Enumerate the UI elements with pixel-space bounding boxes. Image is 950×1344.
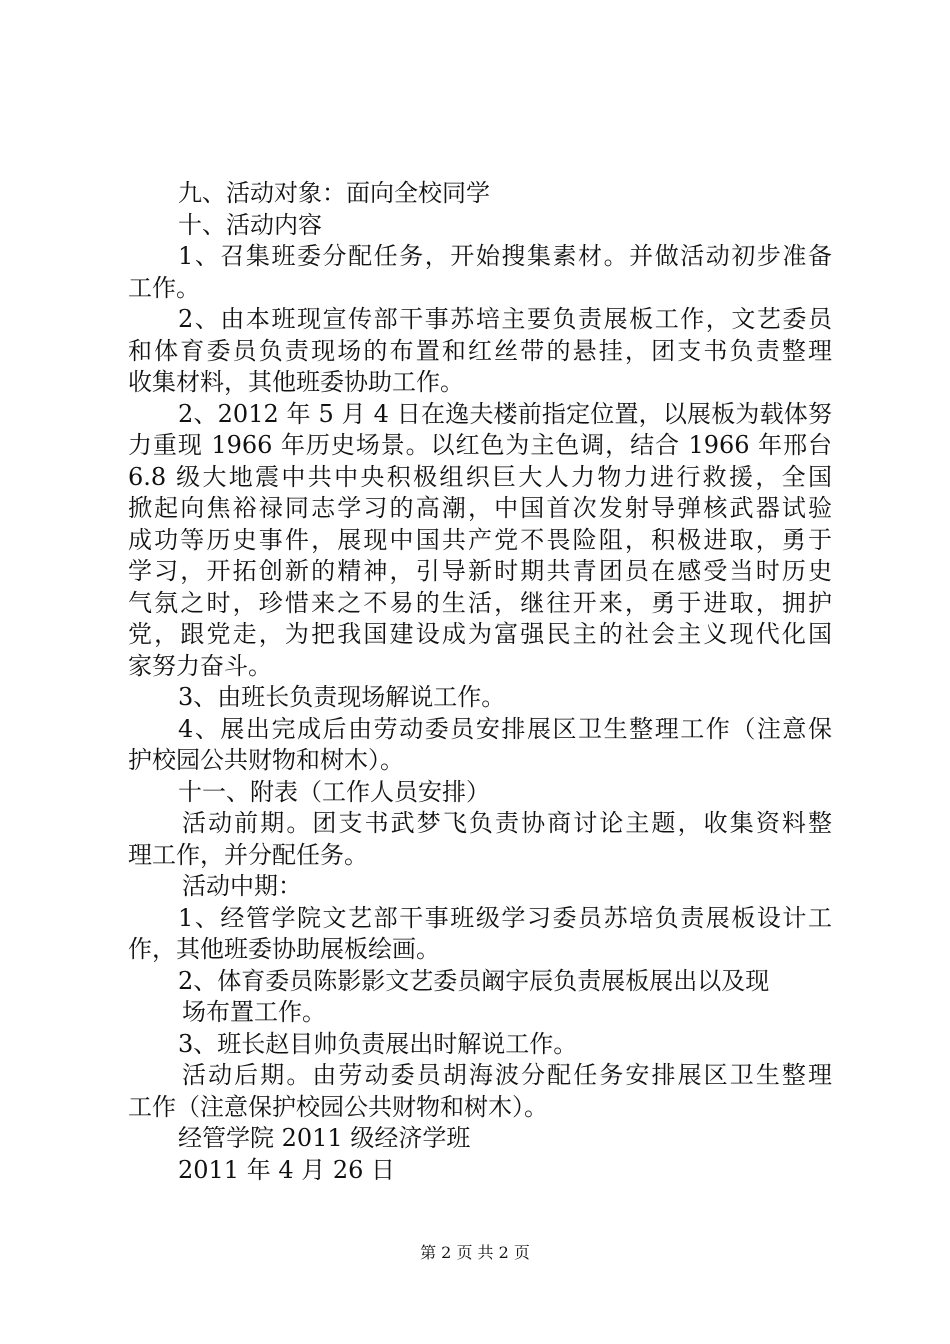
text-line: 2、体育委员陈影影文艺委员阚宇辰负责展板展出以及现 [178, 966, 770, 995]
text-line: 活动后期。由劳动委员胡海波分配任务安排展区卫生整理 [182, 1061, 832, 1089]
text-line: 成功等历史事件，展现中国共产党不畏险阻，积极进取，勇于 [128, 525, 832, 554]
text-line: 十一、附表（工作人员安排） [178, 777, 490, 806]
text-line: 3、由班长负责现场解说工作。 [178, 683, 506, 711]
text-line: 4、展出完成后由劳动委员安排展区卫生整理工作（注意保 [178, 714, 832, 743]
text-line: 2、2012 年 5 月 4 日在逸夫楼前指定位置，以展板为载体努 [178, 399, 832, 428]
page-footer: 第 2 页 共 2 页 [420, 1243, 530, 1262]
text-line: 活动前期。团支书武梦飞负责协商讨论主题，收集资料整 [182, 809, 832, 837]
text-line: 护校园公共财物和树木）。 [128, 746, 404, 774]
text-line: 2011 年 4 月 26 日 [178, 1155, 396, 1184]
text-line: 1、召集班委分配任务，开始搜集素材。并做活动初步准备 [178, 242, 832, 270]
text-line: 十、活动内容 [178, 210, 322, 239]
text-line: 家努力奋斗。 [128, 651, 272, 680]
text-line: 学习，开拓创新的精神，引导新时期共青团员在感受当时历史 [128, 557, 832, 585]
text-line: 活动中期： [182, 872, 302, 900]
text-line: 3、班长赵目帅负责展出时解说工作。 [178, 1029, 578, 1058]
text-line: 工作。 [128, 273, 200, 302]
text-line: 力重现 1966 年历史场景。以红色为主色调，结合 1966 年邢台 [128, 431, 832, 459]
text-line: 工作（注意保护校园公共财物和树木）。 [128, 1092, 548, 1121]
text-line: 掀起向焦裕禄同志学习的高潮，中国首次发射导弹核武器试验 [128, 494, 832, 522]
text-line: 经管学院 2011 级经济学班 [178, 1124, 471, 1152]
text-line: 九、活动对象：面向全校同学 [178, 179, 490, 207]
text-line: 作，其他班委协助展板绘画。 [128, 935, 440, 963]
text-line: 场布置工作。 [182, 998, 326, 1026]
text-line: 2、由本班现宣传部干事苏培主要负责展板工作，文艺委员 [178, 305, 832, 333]
text-line: 党，跟党走，为把我国建设成为富强民主的社会主义现代化国 [128, 620, 832, 648]
text-line: 气氛之时，珍惜来之不易的生活，继往开来，勇于进取，拥护 [128, 588, 832, 617]
document-body [128, 178, 832, 1186]
text-line: 和体育委员负责现场的布置和红丝带的悬挂，团支书负责整理 [128, 336, 832, 365]
text-line: 收集材料，其他班委协助工作。 [128, 368, 464, 396]
text-line: 1、经管学院文艺部干事班级学习委员苏培负责展板设计工 [178, 903, 832, 932]
text-line: 理工作，并分配任务。 [128, 840, 368, 869]
text-line: 6.8 级大地震中共中央积极组织巨大人力物力进行救援，全国 [128, 462, 832, 491]
